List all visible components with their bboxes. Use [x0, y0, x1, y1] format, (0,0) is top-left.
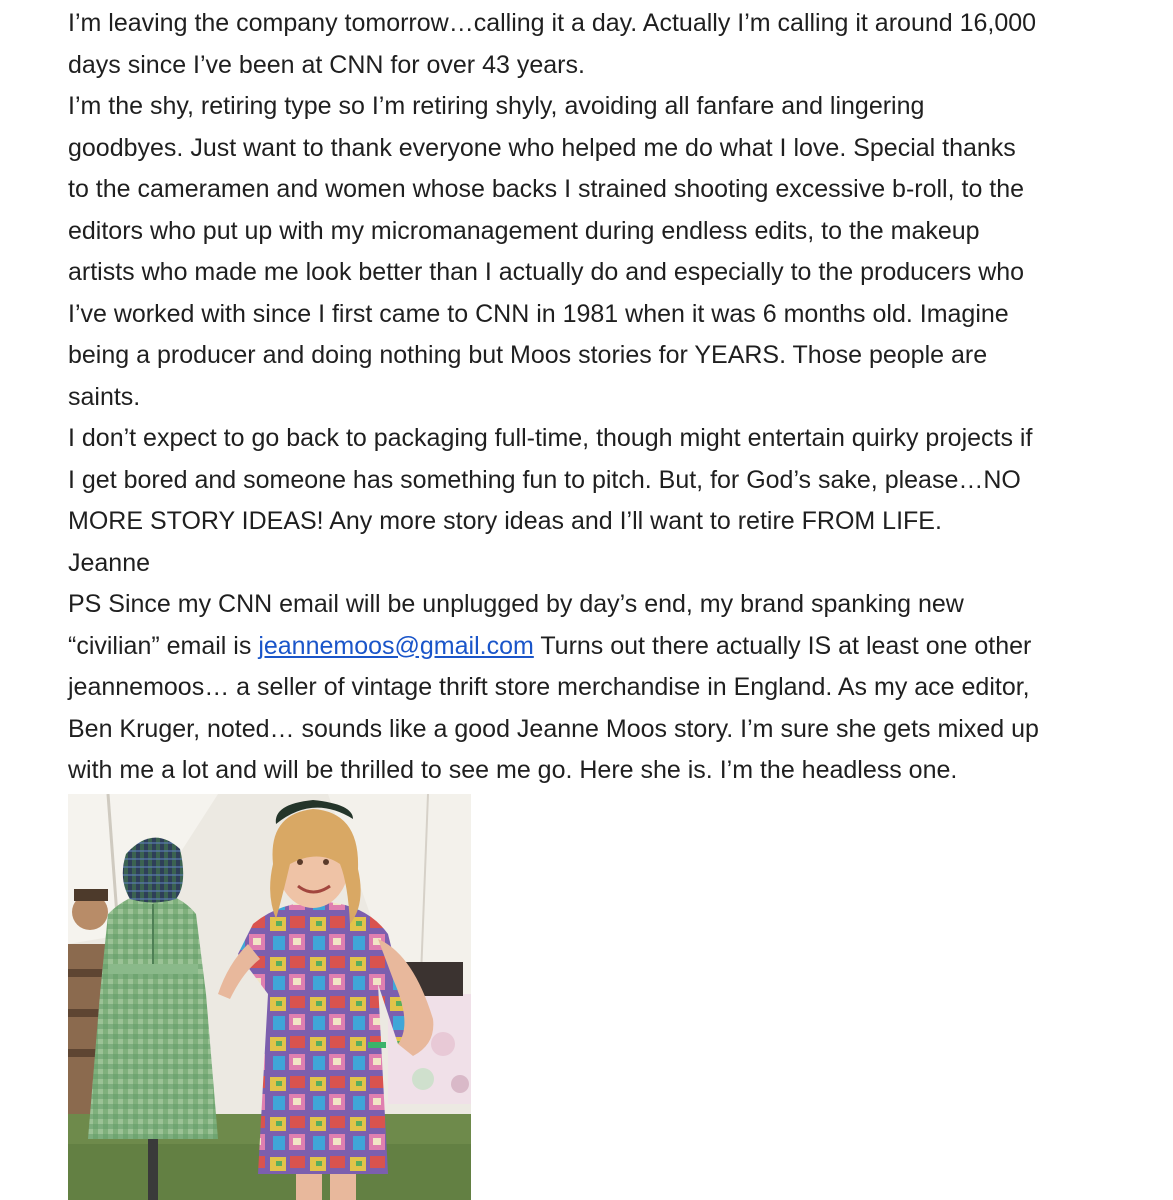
floral-print: [412, 1068, 434, 1090]
message-line: days since I’ve been at CNN for over 43 years.: [68, 50, 585, 79]
message-line: I’ve worked with since I first came to CNN in 1981 when it was 6 months old. Imagine: [68, 299, 1009, 328]
message-line: I’m the shy, retiring type so I’m retiring shyly, avoiding all fanfare and lingering: [68, 92, 925, 120]
ps-line-with-email: [68, 626, 1168, 668]
ps-line: PS Since my CNN email will be unplugged by day’s end, my brand spanking new: [68, 590, 964, 618]
ps-line: with me a lot and will be thrilled to see me go. Here she is. I’m the headless one.: [68, 756, 958, 784]
photo-woman-with-headless-mannequin: [68, 794, 471, 1200]
message-line: to the cameramen and women whose backs I strained shooting excessive b-roll, to the: [68, 175, 1025, 203]
email-link[interactable]: jeannemoos@gmail.com: [258, 631, 534, 660]
floral-print: [451, 1075, 469, 1093]
eye: [323, 859, 329, 865]
email-body: [68, 0, 1168, 792]
message-line: editors who put up with my micromanagement during endless edits, to the makeup: [68, 216, 980, 245]
message-line: goodbyes. Just want to thank everyone who helped me do what I love. Special thanks: [68, 133, 1016, 162]
ps-line: jeannemoos… a seller of vintage thrift store merchandise in England. As my ace editor,: [68, 673, 1030, 701]
signature: Jeanne: [68, 548, 151, 577]
ps-text: Turns out there actually IS at least one other: [533, 631, 1032, 660]
eye: [297, 859, 303, 865]
message-line: MORE STORY IDEAS! Any more story ideas and I’ll want to retire FROM LIFE.: [68, 507, 942, 535]
legs: [296, 1174, 322, 1200]
floral-print: [431, 1032, 455, 1056]
photo-illustration: [68, 794, 471, 1200]
message-line: saints.: [68, 382, 141, 411]
message-line: being a producer and doing nothing but Moos stories for YEARS. Those people are: [68, 341, 988, 369]
ps-line: Ben Kruger, noted… sounds like a good Jeanne Moos story. I’m sure she gets mixed up: [68, 714, 1039, 743]
message-line: I’m leaving the company tomorrow…calling it a day. Actually I’m calling it around 16,000: [68, 9, 1037, 37]
display-hat: [74, 889, 108, 901]
ps-text: “civilian” email is: [68, 631, 259, 660]
message-line: I don’t expect to go back to packaging full-time, though might entertain quirky projects if: [68, 424, 1033, 452]
dress-belt: [108, 964, 198, 974]
message-line: I get bored and someone has something fun to pitch. But, for God’s sake, please…NO: [68, 465, 1021, 494]
green-bracelet: [368, 1042, 386, 1048]
message-line: artists who made me look better than I actually do and especially to the producers who: [68, 258, 1025, 286]
legs: [330, 1174, 356, 1200]
